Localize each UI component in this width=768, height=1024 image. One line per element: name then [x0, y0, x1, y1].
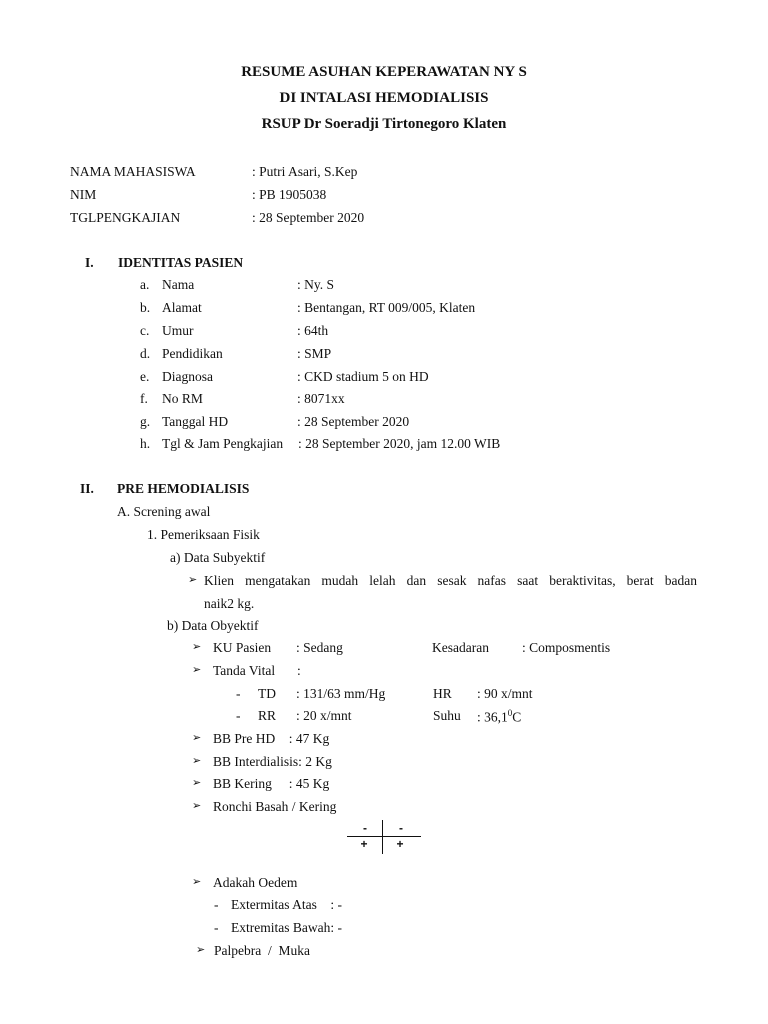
title-line-3: RSUP Dr Soeradji Tirtonegoro Klaten	[261, 116, 507, 132]
consciousness-label: Kesadaran	[432, 640, 489, 655]
student-name-label: NAMA MAHASISWA	[70, 164, 196, 179]
palpebra-label: Palpebra / Muka	[214, 943, 310, 958]
physical-exam-heading: 1. Pemeriksaan Fisik	[147, 527, 260, 542]
nim-label: NIM	[70, 187, 97, 202]
td-value: : 131/63 mm/Hg	[296, 686, 386, 701]
bb-pre-hd: BB Pre HD : 47 Kg	[213, 731, 330, 746]
title-line-2: DI INTALASI HEMODIALISIS	[279, 90, 489, 106]
identity-label: Tanggal HD	[162, 414, 229, 429]
arrow-bullet-icon: ➢	[196, 943, 206, 956]
dash-bullet: -	[236, 686, 241, 701]
identity-letter: h.	[140, 436, 151, 451]
section-1-title: IDENTITAS PASIEN	[118, 255, 244, 270]
ronchi-sign-bottom-right: +	[396, 837, 404, 851]
subjective-text-line-2: naik2 kg.	[204, 596, 255, 611]
identity-value: : 64th	[297, 323, 329, 338]
identity-value: : Ny. S	[297, 277, 335, 292]
vital-signs-label: Tanda Vital	[213, 663, 276, 678]
identity-value: : 28 September 2020	[297, 414, 410, 429]
vital-signs-colon: :	[297, 663, 301, 678]
section-2-title: PRE HEMODIALISIS	[117, 481, 250, 496]
identity-value: : Bentangan, RT 009/005, Klaten	[297, 300, 476, 315]
identity-letter: b.	[140, 300, 151, 315]
identity-label: Alamat	[162, 300, 202, 315]
identity-value: : 28 September 2020, jam 12.00 WIB	[298, 436, 501, 451]
identity-label: Diagnosa	[162, 369, 213, 384]
title-line-1: RESUME ASUHAN KEPERAWATAN NY S	[241, 64, 527, 80]
student-name-value: : Putri Asari, S.Kep	[252, 164, 358, 179]
ronchi-label: Ronchi Basah / Kering	[213, 799, 337, 814]
arrow-bullet-icon: ➢	[192, 754, 202, 767]
upper-extremity: Extermitas Atas : -	[231, 897, 342, 912]
rr-value: : 20 x/mnt	[296, 708, 352, 723]
arrow-bullet-icon: ➢	[192, 799, 202, 812]
ronchi-vertical-line	[382, 820, 383, 854]
arrow-bullet-icon: ➢	[192, 640, 202, 653]
bb-dry: BB Kering : 45 Kg	[213, 776, 330, 791]
identity-letter: a.	[140, 277, 150, 292]
assessment-date-label: TGLPENGKAJIAN	[70, 210, 181, 225]
objective-heading: b) Data Obyektif	[167, 618, 259, 633]
assessment-date-value: : 28 September 2020	[252, 210, 365, 225]
identity-value: : CKD stadium 5 on HD	[297, 369, 429, 384]
section-1-number: I.	[85, 255, 94, 270]
section-2-number: II.	[80, 481, 94, 496]
temperature-unit: C	[512, 709, 522, 725]
hr-value: : 90 x/mnt	[477, 686, 533, 701]
temperature-number: : 36,1	[477, 709, 508, 725]
ku-label: KU Pasien	[213, 640, 272, 655]
identity-letter: e.	[140, 369, 150, 384]
temperature-label: Suhu	[433, 708, 461, 723]
identity-label: No RM	[162, 391, 203, 406]
lower-extremity: Extremitas Bawah: -	[231, 920, 342, 935]
rr-label: RR	[258, 708, 277, 723]
identity-letter: d.	[140, 346, 151, 361]
identity-label: Umur	[162, 323, 194, 338]
ronchi-sign-top-right: -	[399, 821, 403, 835]
arrow-bullet-icon: ➢	[192, 663, 202, 676]
identity-letter: f.	[140, 391, 148, 406]
identity-label: Tgl & Jam Pengkajian	[162, 436, 284, 451]
subjective-text-line-1: Klien mengatakan mudah lelah dan sesak nafas saat beraktivitas, berat badan	[204, 573, 697, 588]
identity-value: : SMP	[297, 346, 332, 361]
identity-letter: c.	[140, 323, 150, 338]
ronchi-sign-bottom-left: +	[360, 837, 368, 851]
td-label: TD	[258, 686, 276, 701]
identity-value: : 8071xx	[297, 391, 345, 406]
subjective-heading: a) Data Subyektif	[170, 550, 266, 565]
hr-label: HR	[433, 686, 452, 701]
ku-value: : Sedang	[296, 640, 343, 655]
dash-bullet: -	[214, 897, 219, 912]
identity-label: Pendidikan	[162, 346, 223, 361]
arrow-bullet-icon: ➢	[188, 573, 198, 586]
ronchi-sign-top-left: -	[363, 821, 367, 835]
consciousness-value: : Composmentis	[522, 640, 611, 655]
nim-value: : PB 1905038	[252, 187, 327, 202]
arrow-bullet-icon: ➢	[192, 731, 202, 744]
dash-bullet: -	[236, 708, 241, 723]
identity-letter: g.	[140, 414, 151, 429]
bb-interdialysis: BB Interdialisis: 2 Kg	[213, 754, 332, 769]
arrow-bullet-icon: ➢	[192, 776, 202, 789]
dash-bullet: -	[214, 920, 219, 935]
ronchi-horizontal-line	[347, 836, 421, 837]
temperature-value	[477, 709, 521, 724]
degree-sign: 0	[507, 708, 513, 718]
screening-heading: A. Screning awal	[117, 504, 211, 519]
arrow-bullet-icon: ➢	[192, 875, 202, 888]
oedema-label: Adakah Oedem	[213, 875, 298, 890]
identity-label: Nama	[162, 277, 195, 292]
